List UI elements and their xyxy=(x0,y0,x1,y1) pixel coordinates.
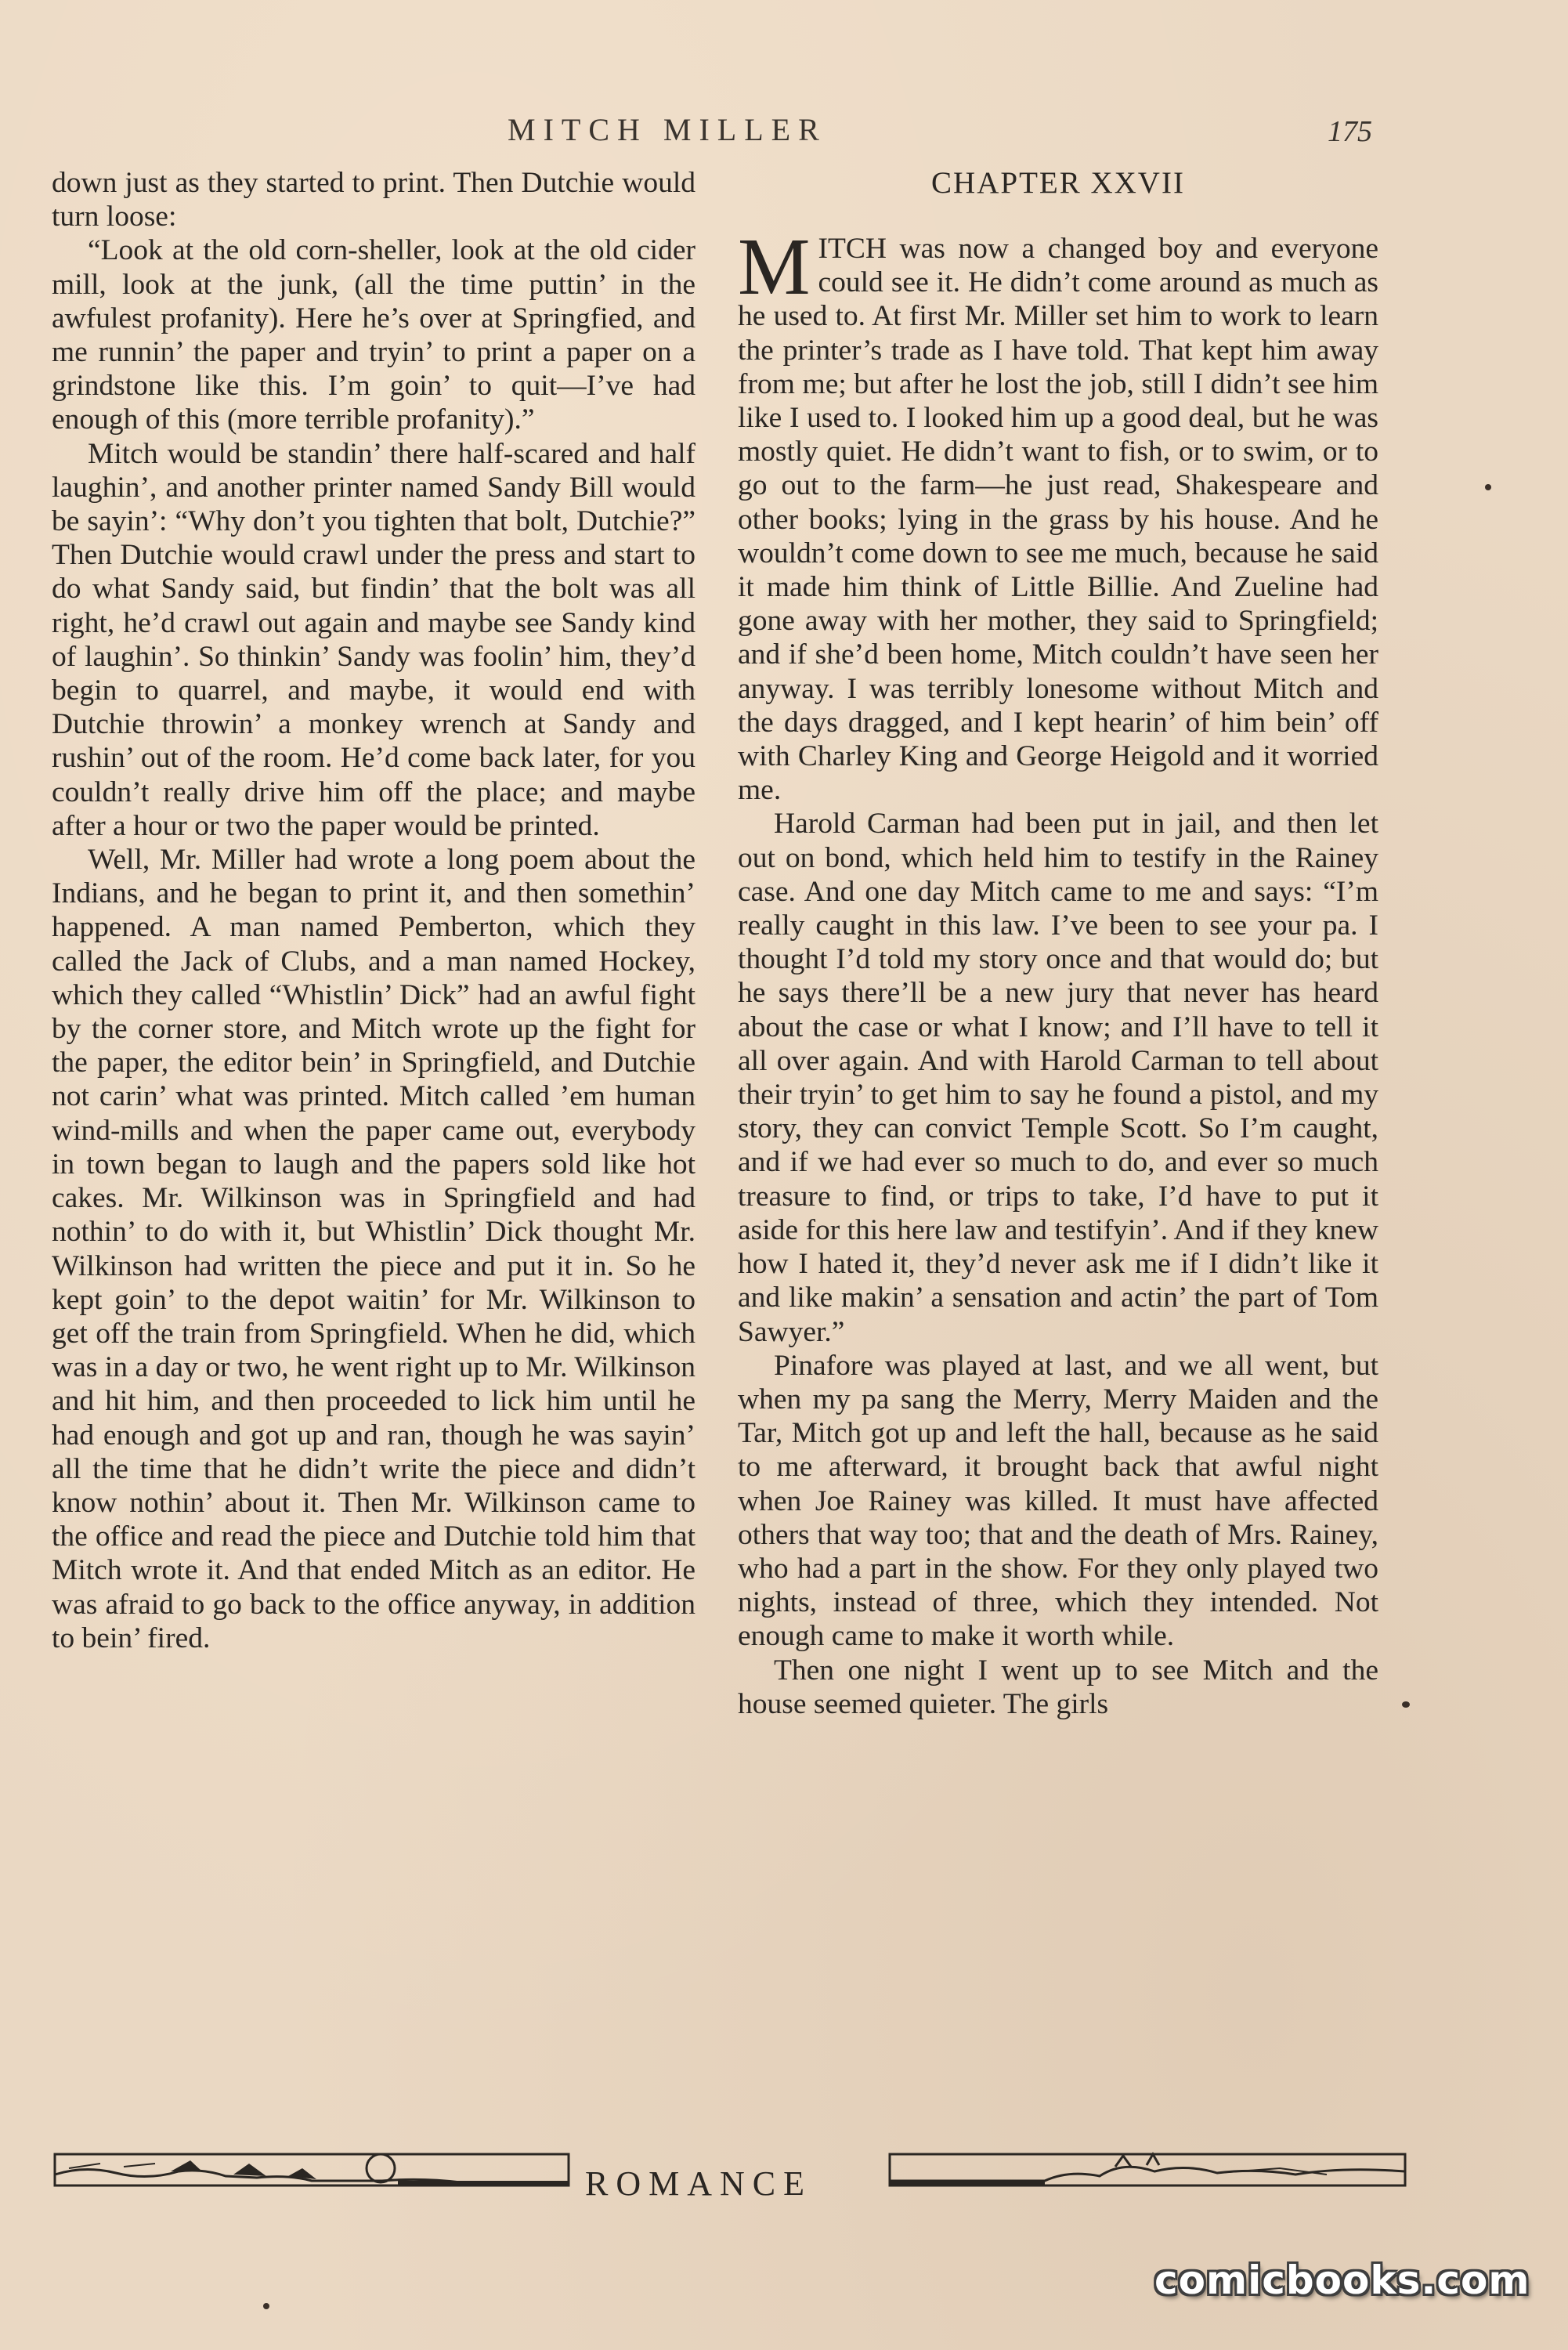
paragraph: Then one night I went up to see Mitch and the house seemed quieter. The girls xyxy=(738,1654,1378,1720)
paragraph: Pinafore was played at last, and we all went, but when my pa sang the Merry, Merry Maiden and the Tar, Mitch got up and left the hall, because as he said to me afterward, it brought back that awful night when Joe Rainey was killed. It must have affected others that way too; that and the death of Mrs. Rainey, who had a part in the show. For they only played two nights, instead of three, which they intended. Not enough came to make it worth while. xyxy=(738,1349,1378,1653)
paragraph xyxy=(738,222,1378,807)
chapter-heading: CHAPTER XXVII xyxy=(931,166,1185,200)
footer xyxy=(0,2137,1568,2223)
footer-magazine-title: ROMANCE xyxy=(585,2164,813,2203)
drop-cap: M xyxy=(738,222,811,312)
paragraph-text: ITCH was now a changed boy and everyone could see it. He didn’t come around as much as he used to. At first Mr. Miller set him to work to learn the printer’s trade as I have told. That kept him away from me; but after he lost the job, still I didn’t see him like I used to. I looked him up a good deal, but he was mostly quiet. He didn’t want to fish, or to swim, or to go out to the farm—he just read, Shakespeare and other books; lying in the grass by his house. And he wouldn’t come down to see me much, because he said it made him think of Little Billie. And Zueline had gone away with her mother, they said to Springfield; and if she’d been home, Mitch couldn’t have seen her anyway. I was terribly lonesome without Mitch and the days dragged, and I kept hearin’ of him bein’ off with Charley King and George Heigold and it worried me. xyxy=(738,233,1378,807)
landscape-ornament-right-icon xyxy=(888,2137,1407,2200)
print-speck xyxy=(263,2303,269,2309)
paragraph: Mitch would be standin’ there half-scared and half laughin’, and another printer named Sandy Bill would be sayin’: “Why don’t you tighten that bolt, Dutchie?” Then Dutchie would crawl under the press and start to do what Sandy said, but findin’ that the bolt was all right, he’d crawl out again and maybe see Sandy kind of laughin’. So thinkin’ Sandy was foolin’ him, they’d begin to quarrel, and maybe, it would end with Dutchie throwin’ a monkey wrench at Sandy and rushin’ out of the room. He’d come back later, for you couldn’t really drive him off the place; and maybe after a hour or two the paper would be printed. xyxy=(52,437,695,842)
paragraph: Harold Carman had been put in jail, and then let out on bond, which held him to testify in the Rainey case. And one day Mitch came to me and says: “I’m really caught in this law. I’ve been to see your pa. I thought I’d told my story once and that would do; but he says there’ll be a new jury that never has heard about the case or what I know; and I’ll have to tell it all over again. And with Harold Carman to tell about their tryin’ to get him to say he found a pistol, and my story, they can convict Temple Scott. So I’m caught, and if we had ever so much to do, and ever so much treasure to find, or trips to take, I’d have to put it aside for this here law and testifyin’. And if they knew how I hated it, they’d never ask me if I didn’t like it and like makin’ a sensation and actin’ the part of Tom Sawyer.” xyxy=(738,808,1378,1348)
paragraph: down just as they started to print. Then Dutchie would turn loose: xyxy=(52,167,695,233)
page-number: 175 xyxy=(1328,115,1372,148)
watermark-logo: comicbooks.com xyxy=(1154,2258,1530,2303)
right-column xyxy=(738,166,1378,1721)
print-speck xyxy=(1485,484,1491,490)
landscape-ornament-left-icon xyxy=(53,2137,570,2200)
paragraph: Well, Mr. Miller had wrote a long poem about the Indians, and he began to print it, and then somethin’ happened. A man named Pemberton, which they called the Jack of Clubs, and a man named Hockey, which they called “Whistlin’ Dick” had an awful fight by the corner store, and Mitch wrote up the fight for the paper, the editor bein’ in Springfield, and Dutchie not carin’ what was printed. Mitch called ’em human wind-mills and when the paper came out, everybody in town began to laugh and the papers sold like hot cakes. Mr. Wilkinson was in Springfield and had nothin’ to do with it, but Whistlin’ Dick thought Mr. Wilkinson had written the piece and put it in. So he kept goin’ to the depot waitin’ for Mr. Wilkinson to get off the train from Springfield. When he did, which was in a day or two, he went right up to Mr. Wilkinson and hit him, and then proceeded to lick him until he had enough and got up and ran, though he was sayin’ all the time that he didn’t write the piece and didn’t know nothin’ about it. Then Mr. Wilkinson came to the office and read the piece and Dutchie told him that Mitch wrote it. And that ended Mitch as an editor. He was afraid to go back to the office anyway, in addition to bein’ fired. xyxy=(52,844,695,1654)
print-speck xyxy=(1402,1701,1410,1708)
paragraph: “Look at the old corn-sheller, look at the old cider mill, look at the junk, (all the time puttin’ in the awfulest profanity). Here he’s over at Springfied, and me runnin’ the paper and tryin’ to print a paper on a grindstone like this. I’m goin’ to quit—I’ve had enough of this (more terrible profanity).” xyxy=(52,234,695,436)
running-title: MITCH MILLER xyxy=(508,112,827,147)
left-column xyxy=(52,166,695,1655)
running-head xyxy=(0,111,1568,158)
